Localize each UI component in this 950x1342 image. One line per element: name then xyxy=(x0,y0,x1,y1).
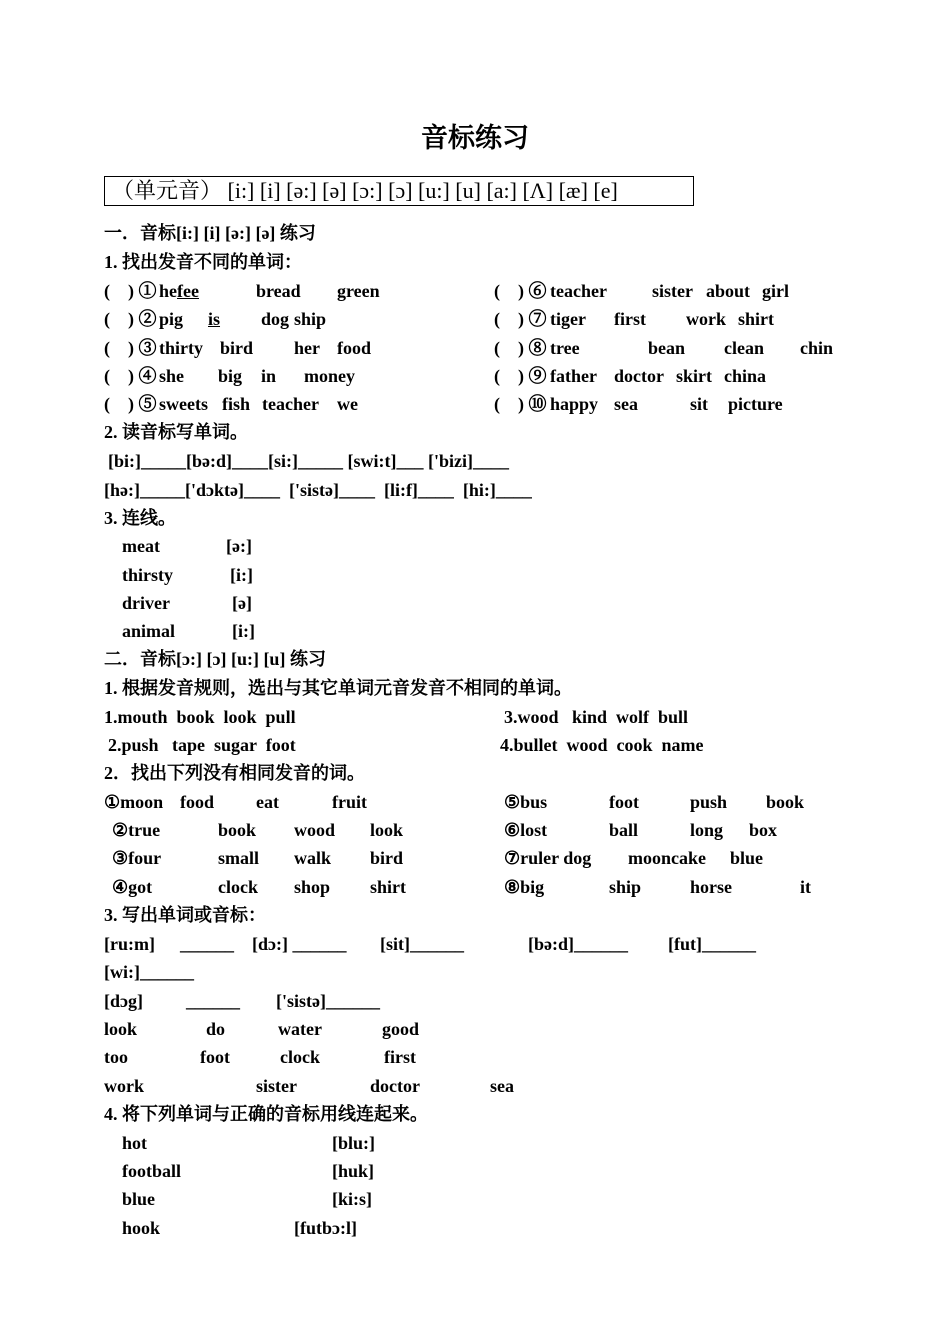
s1-q2-title: 2. 读音标写单词。 xyxy=(104,422,248,442)
word: ④got xyxy=(112,877,153,897)
word: book xyxy=(218,820,257,840)
word: too xyxy=(104,1047,128,1067)
word: fish xyxy=(222,394,251,414)
s2-q1-line1: 1.mouth book look pull xyxy=(104,707,296,727)
word: look xyxy=(104,1019,138,1039)
word: bean xyxy=(648,338,686,358)
word: sweets xyxy=(159,394,208,414)
blank: ______ xyxy=(180,934,234,954)
s1-q1-row3-prefix: ( ) ③ xyxy=(104,338,157,358)
s1-q1-row5-prefix: ( ) ⑤ xyxy=(104,394,157,414)
word: ②true xyxy=(112,820,161,840)
word: dog xyxy=(261,309,290,329)
word-fee: fee xyxy=(177,281,199,301)
phonetic: [bə:d]______ xyxy=(528,934,628,954)
word: money xyxy=(304,366,355,386)
word: eat xyxy=(256,792,279,812)
word: shirt xyxy=(370,877,406,897)
word: long xyxy=(690,820,724,840)
word: ⑦ruler dog xyxy=(504,848,592,868)
word: do xyxy=(206,1019,226,1039)
s1-q3-title: 3. 连线。 xyxy=(104,508,176,528)
word-he: he xyxy=(159,281,177,301)
word: bird xyxy=(370,848,404,868)
s1-q1-row10-prefix: ( ) ⑩ xyxy=(494,394,547,414)
word: ship xyxy=(609,877,642,897)
s2-q3-title: 3. 写出单词或音标： xyxy=(104,905,266,925)
word: her xyxy=(294,338,320,358)
word: work xyxy=(686,309,726,329)
match-word: hook xyxy=(122,1218,161,1238)
word: mooncake xyxy=(628,848,706,868)
s2-q2-title: 2．找出下列没有相同发音的词。 xyxy=(104,763,365,783)
word: sit xyxy=(690,394,708,414)
word: doctor xyxy=(370,1076,420,1096)
word: push xyxy=(690,792,728,812)
s2-q1-title: 1. 根据发音规则，选出与其它单词元音发音不相同的单词。 xyxy=(104,678,572,698)
s2-q4-title: 4. 将下列单词与正确的音标用线连起来。 xyxy=(104,1104,428,1124)
match-symbol: [blu:] xyxy=(332,1133,376,1153)
word: bird xyxy=(220,338,254,358)
match-symbol: [ki:s] xyxy=(332,1189,372,1209)
word: ball xyxy=(609,820,639,840)
match-symbol: [huk] xyxy=(332,1161,375,1181)
word: it xyxy=(800,877,811,897)
word: chin xyxy=(800,338,834,358)
word: in xyxy=(261,366,277,386)
word: tree xyxy=(550,338,580,358)
word: picture xyxy=(728,394,783,414)
match-word: driver xyxy=(122,593,170,613)
match-symbol: [i:] xyxy=(232,621,255,641)
word: shop xyxy=(294,877,331,897)
word: happy xyxy=(550,394,599,414)
word: sea xyxy=(614,394,638,414)
word: we xyxy=(337,394,358,414)
s1-q1-title: 1. 找出发音不同的单词： xyxy=(104,252,302,272)
section2-heading: 二．音标[ɔ:] [ɔ] [u:] [u] 练习 xyxy=(104,649,326,669)
match-word: thirsty xyxy=(122,565,173,585)
word: ⑤bus xyxy=(504,792,548,812)
word: about xyxy=(706,281,751,301)
word: ①moon xyxy=(104,792,164,812)
s2-q1-line3: 3.wood kind wolf bull xyxy=(504,707,689,727)
word: foot xyxy=(200,1047,230,1067)
word: thirty xyxy=(159,338,203,358)
blank: ______ xyxy=(186,991,240,1011)
word: doctor xyxy=(614,366,664,386)
section1-heading: 一．音标[i:] [i] [ə:] [ə] 练习 xyxy=(104,223,316,243)
match-symbol: [i:] xyxy=(230,565,253,585)
match-word: football xyxy=(122,1161,182,1181)
word: sister xyxy=(652,281,693,301)
phonetic: [wi:]______ xyxy=(104,962,194,982)
s1-q1-row8-prefix: ( ) ⑧ xyxy=(494,338,547,358)
match-word: blue xyxy=(122,1189,156,1209)
match-word: hot xyxy=(122,1133,148,1153)
word xyxy=(159,279,199,303)
word: girl xyxy=(762,281,789,301)
word: ship xyxy=(294,309,327,329)
word: work xyxy=(104,1076,144,1096)
s1-q1-row2-prefix: ( ) ② xyxy=(104,309,157,329)
word: clock xyxy=(218,877,258,897)
match-word: meat xyxy=(122,536,160,556)
word: wood xyxy=(294,820,336,840)
word: shirt xyxy=(738,309,774,329)
word: box xyxy=(749,820,778,840)
word: food xyxy=(337,338,372,358)
word: blue xyxy=(730,848,764,868)
match-symbol: [futbɔ:l] xyxy=(294,1218,357,1238)
word: teacher xyxy=(550,281,607,301)
page-title: 音标练习 xyxy=(421,123,529,153)
word: book xyxy=(766,792,805,812)
word: fruit xyxy=(332,792,367,812)
s1-q2-row2: [hə:]_____['dɔktə]____ ['sistə]____ [li:f]____ [hi:]____ xyxy=(104,480,532,500)
word: first xyxy=(384,1047,416,1067)
word: big xyxy=(218,366,243,386)
match-word: animal xyxy=(122,621,176,641)
word: water xyxy=(278,1019,322,1039)
phonetic: [dɔg] xyxy=(104,991,143,1011)
word: clock xyxy=(280,1047,320,1067)
s1-q1-row7-prefix: ( ) ⑦ xyxy=(494,309,547,329)
word: ⑥lost xyxy=(504,820,548,840)
phonetic: [dɔ:] ______ xyxy=(252,934,347,954)
word: teacher xyxy=(262,394,319,414)
word: pig xyxy=(159,309,184,329)
word: sister xyxy=(256,1076,297,1096)
s1-q1-row4-prefix: ( ) ④ xyxy=(104,366,157,386)
word: she xyxy=(159,366,185,386)
word: skirt xyxy=(676,366,712,386)
word: ⑧big xyxy=(504,877,545,897)
word: bread xyxy=(256,281,301,301)
phonetic: ['sistə]______ xyxy=(276,991,380,1011)
word: food xyxy=(180,792,215,812)
s2-q1-line4: 4.bullet wood cook name xyxy=(500,735,704,755)
word: father xyxy=(550,366,597,386)
word: ③four xyxy=(112,848,162,868)
word: tiger xyxy=(550,309,586,329)
word: foot xyxy=(609,792,639,812)
word: good xyxy=(382,1019,420,1039)
s1-q2-row1: [bi:]_____[bə:d]____[si:]_____ [swi:t]___ ['bizi]____ xyxy=(108,451,509,471)
phonetic: [fut]______ xyxy=(668,934,756,954)
word: clean xyxy=(724,338,764,358)
s1-q1-row1-prefix: ( ) ① xyxy=(104,281,157,301)
word: is xyxy=(208,309,221,329)
phonetic: [ru:m] xyxy=(104,934,155,954)
word: green xyxy=(337,281,380,301)
word: horse xyxy=(690,877,732,897)
word: china xyxy=(724,366,767,386)
word: look xyxy=(370,820,404,840)
word: walk xyxy=(294,848,332,868)
word: small xyxy=(218,848,260,868)
vowel-box-text: （单元音） [i:] [i] [ə:] [ə] [ɔ:] [ɔ] [u:] [u] [a:] [Λ] [æ] [e] xyxy=(112,178,618,203)
s1-q1-row6-prefix: ( ) ⑥ xyxy=(494,281,547,301)
match-symbol: [ə] xyxy=(232,593,252,613)
phonetic: [sit]______ xyxy=(380,934,464,954)
word: sea xyxy=(490,1076,514,1096)
s1-q1-row9-prefix: ( ) ⑨ xyxy=(494,366,547,386)
match-symbol: [ə:] xyxy=(226,536,252,556)
s2-q1-line2: 2.push tape sugar foot xyxy=(108,735,296,755)
word: first xyxy=(614,309,646,329)
